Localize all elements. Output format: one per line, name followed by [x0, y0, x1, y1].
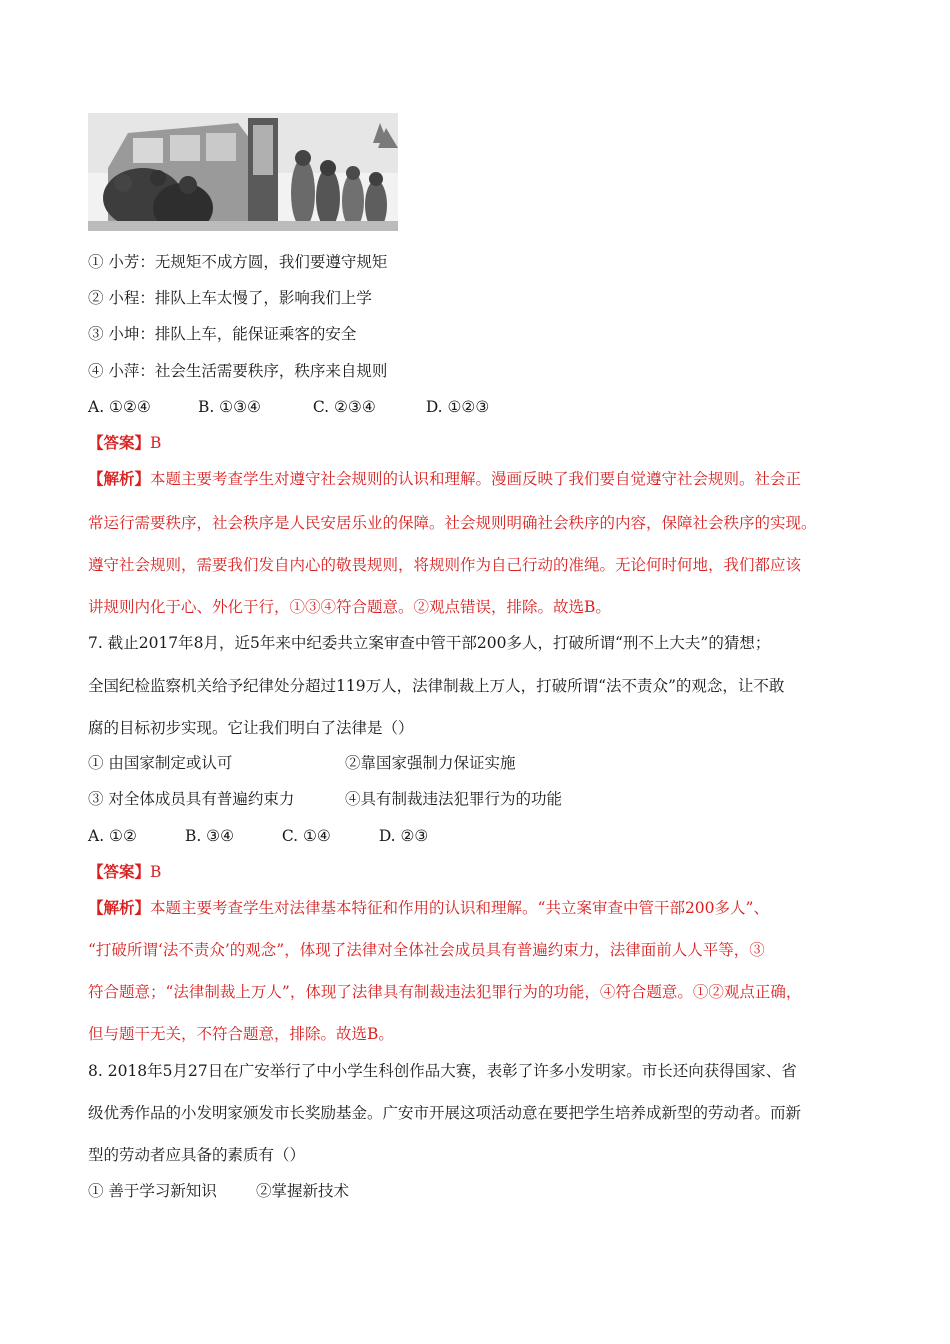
- q6-analysis-line-4: 讲规则内化于心、外化于行，①③④符合题意。②观点错误，排除。故选B。: [88, 598, 611, 616]
- q6-choice-d: D. ①②③: [425, 398, 490, 416]
- q7-option-4: ④具有制裁违法犯罪行为的功能: [344, 790, 562, 808]
- q8-option-1: ① 善于学习新知识: [88, 1182, 217, 1200]
- q8-stem-line-2: 级优秀作品的小发明家颁发市长奖励基金。广安市开展这项活动意在要把学生培养成新型的劳动者。而新: [88, 1104, 802, 1122]
- q8-option-2: ②掌握新技术: [255, 1182, 349, 1200]
- q6-option-1: ① 小芳：无规矩不成方圆，我们要遵守规矩: [88, 253, 388, 271]
- q6-choice-c: C. ②③④: [312, 398, 376, 416]
- q7-choice-a: A. ①②: [88, 827, 137, 845]
- q8-options-row-1: [88, 1181, 349, 1201]
- q7-analysis-line-1: [88, 898, 769, 918]
- q6-choice-b: B. ①③④: [197, 398, 261, 416]
- q6-analysis-text-1: 本题主要考查学生对遵守社会规则的认识和理解。漫画反映了我们要自觉遵守社会规则。社会正: [150, 470, 802, 488]
- q7-stem-line-1: 7. 截止2017年8月，近5年来中纪委共立案审查中管干部200多人，打破所谓“刑不上大夫”的猜想；: [88, 634, 771, 652]
- q6-analysis-line-3: 遵守社会规则，需要我们发自内心的敬畏规则，将规则作为自己行动的准绳。无论何时何地，我们都应该: [88, 556, 802, 574]
- q6-analysis-line-1: [88, 469, 801, 489]
- q6-answer-value: B: [150, 434, 162, 452]
- bus-queue-photo: [88, 113, 398, 231]
- q7-choices: [88, 826, 428, 846]
- q6-answer-tag: 【答案】: [88, 433, 151, 452]
- q7-answer-value: B: [150, 863, 162, 881]
- q7-option-2: ②靠国家强制力保证实施: [344, 754, 516, 772]
- q7-analysis-tag: 【解析】: [88, 898, 151, 917]
- q6-option-3: ③ 小坤：排队上车，能保证乘客的安全: [88, 325, 357, 343]
- q7-answer: [88, 862, 161, 882]
- q7-options-row-2: [88, 789, 562, 809]
- q7-analysis-line-2: “打破所谓‘法不责众’的观念”，体现了法律对全体社会成员具有普遍约束力，法律面前人人平等，③: [88, 941, 765, 959]
- q7-choice-b: B. ③④: [184, 827, 234, 845]
- q7-stem-line-3: 腐的目标初步实现。它让我们明白了法律是（）: [88, 719, 414, 737]
- q7-choice-d: D. ②③: [378, 827, 429, 845]
- q7-option-3: ③ 对全体成员具有普遍约束力: [88, 790, 295, 808]
- q6-analysis-tag: 【解析】: [88, 469, 151, 488]
- q7-choice-c: C. ①④: [281, 827, 331, 845]
- q6-answer: [88, 433, 161, 453]
- q7-stem-line-2: 全国纪检监察机关给予纪律处分超过119万人，法律制裁上万人，打破所谓“法不责众”的观念，让不敢: [88, 677, 785, 695]
- q7-options-row-1: [88, 753, 515, 773]
- q8-stem-line-1: 8. 2018年5月27日在广安举行了中小学生科创作品大赛，表彰了许多小发明家。市长还向获得国家、省: [88, 1062, 797, 1080]
- q6-option-4: ④ 小萍：社会生活需要秩序，秩序来自规则: [88, 362, 388, 380]
- q7-analysis-line-4: 但与题干无关，不符合题意，排除。故选B。: [88, 1025, 394, 1043]
- q7-analysis-text-1: 本题主要考查学生对法律基本特征和作用的认识和理解。“共立案审查中管干部200多人”、: [150, 899, 769, 917]
- q7-answer-tag: 【答案】: [88, 862, 151, 881]
- q7-analysis-line-3: 符合题意；“法律制裁上万人”，体现了法律具有制裁违法犯罪行为的功能，④符合题意。①②观点正确，: [88, 983, 802, 1001]
- q6-choices: [88, 397, 489, 417]
- q7-option-1: ① 由国家制定或认可: [88, 754, 233, 772]
- q6-option-2: ② 小程：排队上车太慢了，影响我们上学: [88, 289, 372, 307]
- q6-analysis-line-2: 常运行需要秩序，社会秩序是人民安居乐业的保障。社会规则明确社会秩序的内容，保障社会秩序的实现。: [88, 514, 817, 532]
- q6-choice-a: A. ①②④: [88, 398, 151, 416]
- q8-stem-line-3: 型的劳动者应具备的素质有（）: [88, 1146, 306, 1164]
